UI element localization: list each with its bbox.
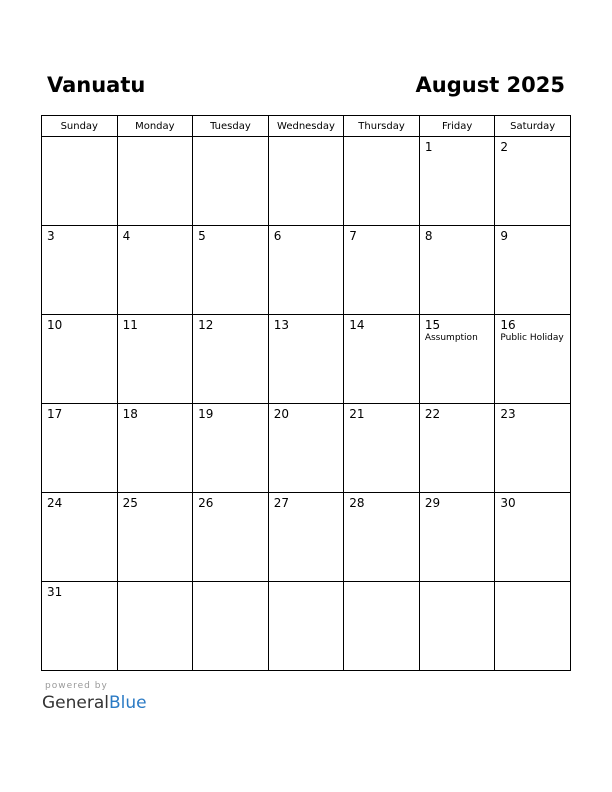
day-cell <box>495 315 571 404</box>
day-cell <box>419 582 495 671</box>
day-cell <box>117 404 193 493</box>
generalblue-logo[interactable] <box>42 693 147 713</box>
day-cell <box>419 137 495 226</box>
weekday-header-row <box>42 116 571 137</box>
day-number: 22 <box>424 407 441 421</box>
week-row <box>42 404 571 493</box>
month-year-title: August 2025 <box>415 73 565 97</box>
day-number: 26 <box>198 496 214 510</box>
day-number: 9 <box>500 229 509 243</box>
day-number: 1 <box>424 140 433 154</box>
day-number: 10 <box>47 318 63 332</box>
day-number: 20 <box>273 407 289 421</box>
brand-general-text: General <box>42 693 109 713</box>
day-cell <box>42 582 118 671</box>
day-number: 15 <box>424 318 441 332</box>
day-number: 18 <box>122 407 138 421</box>
day-cell <box>268 226 344 315</box>
day-cell <box>117 315 193 404</box>
day-number: 3 <box>47 229 55 243</box>
calendar-grid <box>41 115 571 671</box>
week-row <box>42 137 571 226</box>
day-number: 6 <box>273 229 282 243</box>
day-cell <box>495 226 571 315</box>
day-number: 11 <box>122 318 138 332</box>
day-number: 14 <box>349 318 365 332</box>
day-cell <box>117 137 193 226</box>
day-number: 5 <box>198 229 206 243</box>
day-cell <box>268 493 344 582</box>
day-cell <box>344 137 420 226</box>
day-cell <box>495 582 571 671</box>
day-number: 4 <box>122 229 131 243</box>
day-cell <box>193 404 269 493</box>
day-cell <box>193 493 269 582</box>
day-cell <box>344 226 420 315</box>
day-cell <box>268 582 344 671</box>
day-cell <box>495 493 571 582</box>
week-row <box>42 226 571 315</box>
day-cell <box>42 137 118 226</box>
day-cell <box>344 493 420 582</box>
day-cell <box>344 315 420 404</box>
week-row <box>42 493 571 582</box>
weekday-sunday: Sunday <box>42 116 118 137</box>
day-number: 8 <box>424 229 433 243</box>
weekday-saturday: Saturday <box>495 116 571 137</box>
holiday-label: Public Holiday <box>500 333 564 343</box>
day-cell <box>268 404 344 493</box>
day-number: 7 <box>349 229 357 243</box>
day-cell <box>419 226 495 315</box>
day-number: 29 <box>424 496 441 510</box>
week-row <box>42 315 571 404</box>
week-row <box>42 582 571 671</box>
day-number: 25 <box>122 496 138 510</box>
day-cell <box>495 137 571 226</box>
day-cell <box>344 582 420 671</box>
day-cell <box>193 315 269 404</box>
day-cell <box>268 137 344 226</box>
weekday-monday: Monday <box>117 116 193 137</box>
day-cell <box>268 315 344 404</box>
day-cell <box>42 226 118 315</box>
weekday-friday: Friday <box>419 116 495 137</box>
day-number: 23 <box>500 407 516 421</box>
day-cell <box>419 315 495 404</box>
day-cell <box>117 582 193 671</box>
day-number: 31 <box>47 585 63 599</box>
day-number: 19 <box>198 407 214 421</box>
day-cell <box>193 226 269 315</box>
day-number: 17 <box>47 407 63 421</box>
day-cell <box>42 404 118 493</box>
day-cell <box>117 493 193 582</box>
powered-by-label: powered by <box>45 681 108 691</box>
day-cell <box>344 404 420 493</box>
day-cell <box>193 582 269 671</box>
day-cell <box>193 137 269 226</box>
day-number: 28 <box>349 496 365 510</box>
day-cell <box>495 404 571 493</box>
weekday-thursday: Thursday <box>344 116 420 137</box>
day-number: 2 <box>500 140 509 154</box>
country-title: Vanuatu <box>47 73 146 97</box>
day-number: 21 <box>349 407 365 421</box>
day-number: 24 <box>47 496 63 510</box>
day-number: 30 <box>500 496 516 510</box>
day-number: 27 <box>273 496 289 510</box>
day-cell <box>419 493 495 582</box>
day-cell <box>117 226 193 315</box>
weekday-tuesday: Tuesday <box>193 116 269 137</box>
brand-blue-text: Blue <box>109 693 147 713</box>
day-cell <box>42 315 118 404</box>
day-cell <box>42 493 118 582</box>
weekday-wednesday: Wednesday <box>268 116 344 137</box>
day-number: 16 <box>500 318 516 332</box>
day-number: 12 <box>198 318 214 332</box>
holiday-label: Assumption <box>424 333 478 343</box>
day-cell <box>419 404 495 493</box>
day-number: 13 <box>273 318 289 332</box>
